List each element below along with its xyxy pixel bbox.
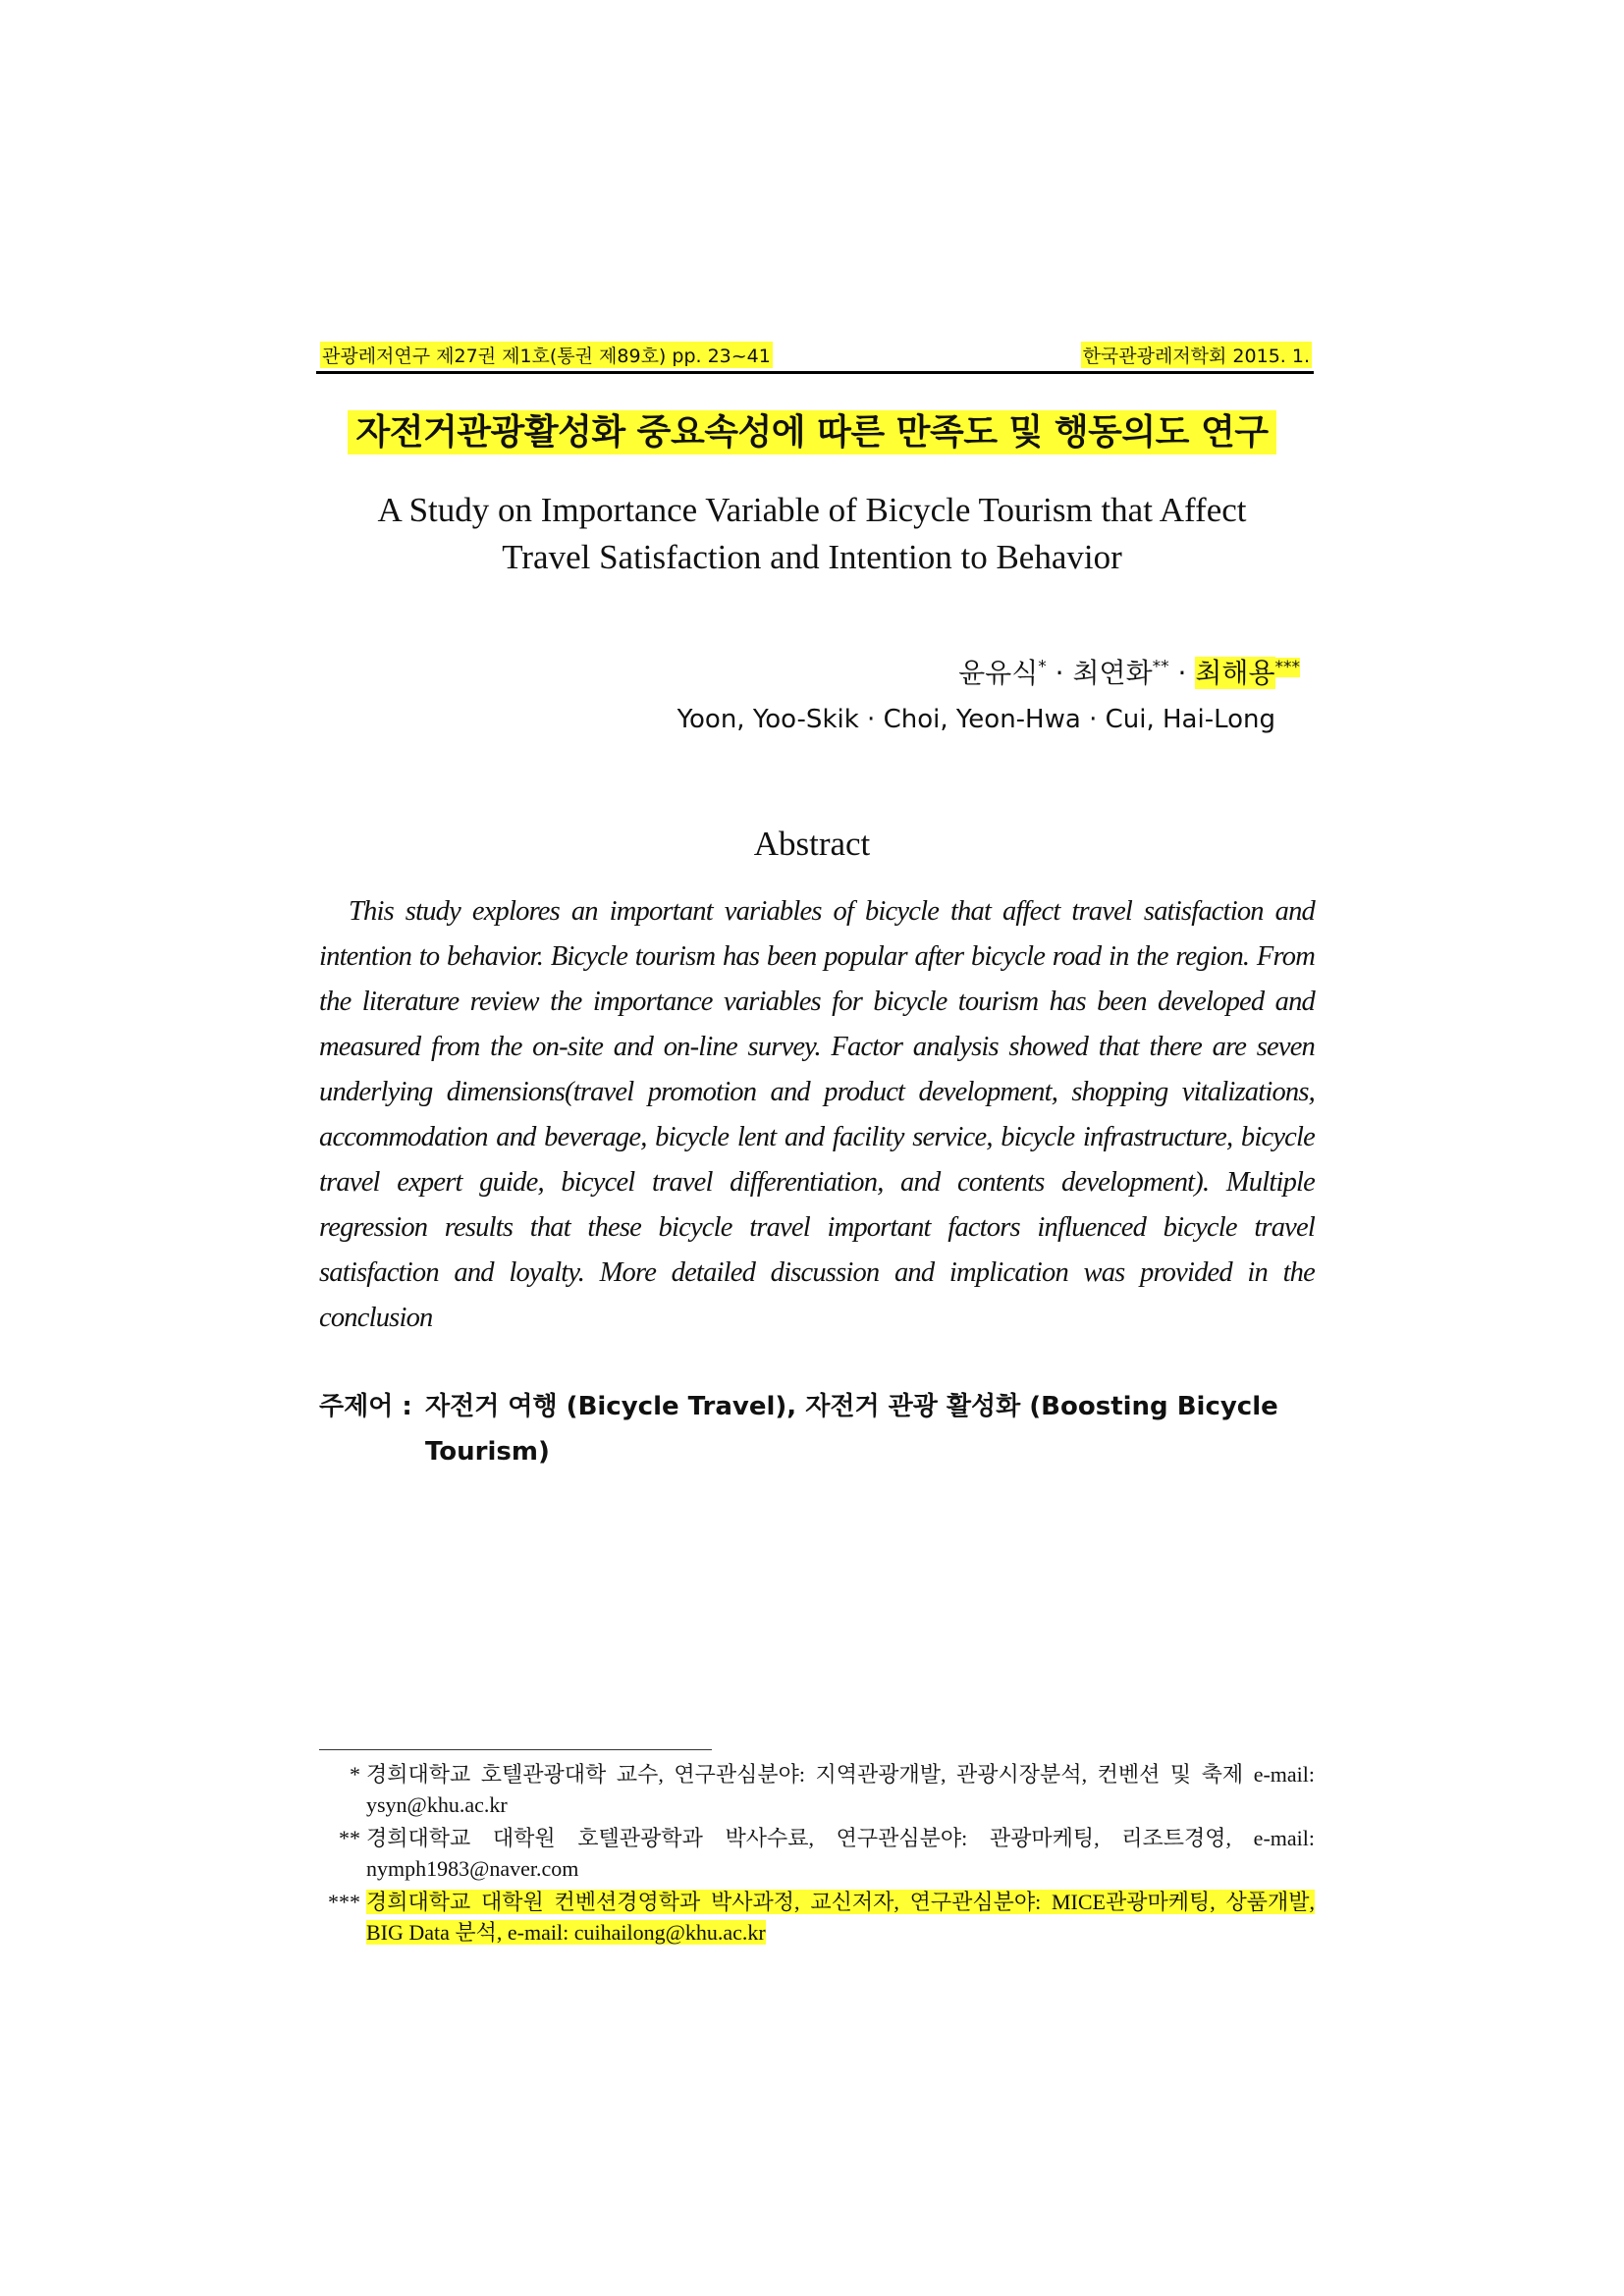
title-english: [0, 487, 1624, 581]
author-2-mark: **: [1152, 657, 1169, 677]
footnote-text: 경희대학교 대학원 컨벤션경영학과 박사과정, 교신저자, 연구관심분야: MICE관광마케팅, 상품개발, BIG Data 분석, e-mail: cuihailong@khu.ac.kr: [366, 1890, 1315, 1945]
author-2-name: 최연화: [1072, 657, 1153, 689]
author-3-name: 최해용: [1195, 657, 1275, 689]
journal-header: [316, 336, 1314, 371]
title-korean: [0, 404, 1624, 454]
header-rule: [316, 371, 1314, 374]
footnote-text: 경희대학교 호텔관광대학 교수, 연구관심분야: 지역관광개발, 관광시장분석, 컨벤션 및 축제 e-mail: ysyn@khu.ac.kr: [366, 1762, 1315, 1817]
footnote: [319, 1759, 1315, 1820]
author-separator: ·: [1177, 657, 1187, 689]
authors-korean: [958, 652, 1300, 691]
author-3-mark: ***: [1274, 657, 1300, 677]
title-english-line-2: Travel Satisfaction and Intention to Behavior: [502, 538, 1122, 576]
footnote: [319, 1823, 1315, 1884]
abstract-heading: Abstract: [753, 825, 871, 863]
footnote-text: 경희대학교 대학원 호텔관광학과 박사수료, 연구관심분야: 관광마케팅, 리조트경영, e-mail: nymph1983@naver.com: [366, 1826, 1315, 1881]
society-date: 한국관광레저학회 2015. 1.: [1081, 342, 1312, 368]
keywords-label: 주제어 :: [319, 1392, 412, 1421]
keywords-text: 자전거 여행 (Bicycle Travel), 자전거 관광 활성화 (Boosting Bicycle Tourism): [425, 1392, 1278, 1467]
footnote-mark: ***: [328, 1890, 360, 1914]
footnote-mark: *: [350, 1762, 360, 1787]
footnote-mark: **: [339, 1826, 360, 1850]
abstract-body: This study explores an important variables of bicycle that affect travel satisfaction and intention to behavior. Bicycle tourism has been popular after bicycle road in the region. From the literature review the importance variables for bicycle tourism has been developed and measured from the on-site and on-line survey. Factor analysis showed that there are seven underlying dimensions(travel promotion and product development, shopping vitalizations, accommodation and beverage, bicycle lent and facility service, bicycle infrastructure, bicycle travel expert guide, bicycel travel differentiation, and contents development). Multiple regression results that these bicycle travel important factors influenced bicycle travel satisfaction and loyalty. More detailed discussion and implication was provided in the conclusion: [319, 896, 1315, 1333]
authors-english: Yoon, Yoo-Skik · Choi, Yeon-Hwa · Cui, Hai-Long: [677, 705, 1275, 734]
keywords: [319, 1384, 1315, 1474]
footnotes: [319, 1759, 1315, 1950]
footnote-divider: [319, 1749, 712, 1750]
footnote: [319, 1887, 1315, 1948]
title-korean-text: 자전거관광활성화 중요속성에 따른 만족도 및 행동의도 연구: [348, 410, 1275, 454]
author-1-mark: *: [1038, 657, 1047, 677]
author-separator: ·: [1055, 657, 1064, 689]
author-1-name: 윤유식: [958, 657, 1039, 689]
title-english-line-1: A Study on Importance Variable of Bicycle Tourism that Affect: [377, 491, 1247, 529]
journal-citation: 관광레저연구 제27권 제1호(통권 제89호) pp. 23~41: [320, 342, 773, 368]
